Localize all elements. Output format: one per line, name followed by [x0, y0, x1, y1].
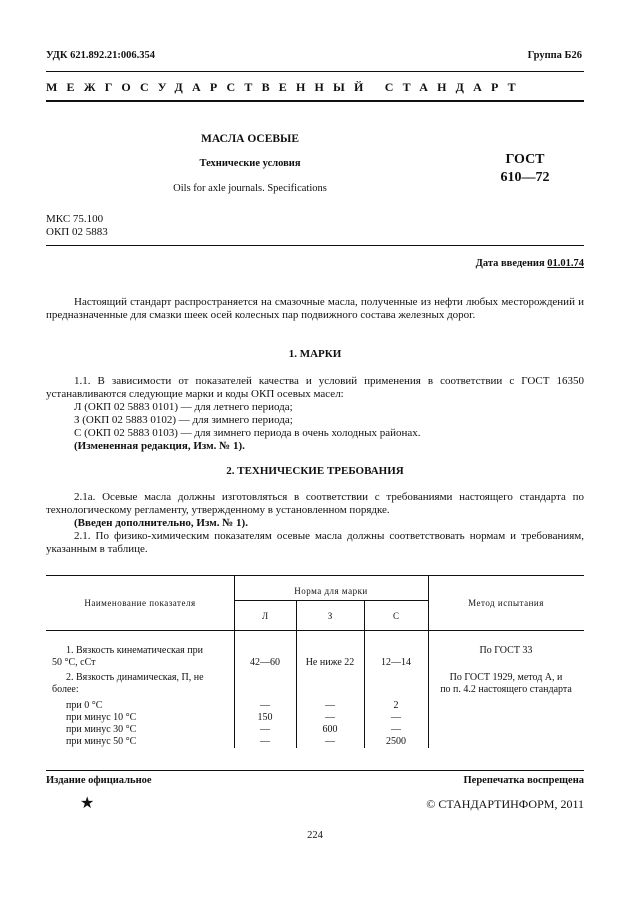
row2-sub-value-z: — — [325, 700, 335, 711]
row2-sub-value-l: 150 — [257, 712, 273, 723]
th-grade-s: С — [392, 611, 399, 621]
intro-date-label: Дата введения — [475, 258, 545, 269]
grade-item-z: З (ОКП 02 5883 0102) — для зимнего периода; — [74, 414, 293, 426]
th-test-method: Метод испытания — [468, 598, 544, 608]
doc-english-title: Oils for axle journals. Specifications — [173, 183, 327, 194]
row2-name-line2: более: — [52, 684, 79, 695]
group-code: Группа Б26 — [527, 50, 582, 61]
th-grade-z: З — [327, 611, 333, 621]
okp-code: ОКП 02 5883 — [46, 226, 108, 238]
row2-sub-value-l: — — [260, 700, 270, 711]
intro-date — [476, 258, 584, 269]
row2-sub-value-s: 2 — [393, 700, 399, 711]
row1-value-l: 42—60 — [250, 657, 280, 668]
codes-rule — [46, 245, 584, 246]
row1-name-line1: 1. Вязкость кинематическая при — [66, 645, 203, 656]
row2-sub-value-l: — — [260, 736, 270, 747]
intro-date-value: 01.01.74 — [547, 258, 584, 269]
official-edition-label: Издание официальное — [46, 775, 152, 786]
header-rule-bottom — [46, 100, 584, 102]
grade-item-l: Л (ОКП 02 5883 0101) — для летнего периода; — [74, 401, 293, 413]
section2-paragraph-2: 2.1. По физико-химическим показателям осевые масла должны соответствовать нормам и требованиям, указанным в таблице. — [46, 530, 584, 555]
section2-heading: 2. ТЕХНИЧЕСКИЕ ТРЕБОВАНИЯ — [226, 465, 404, 477]
grade-item-s: С (ОКП 02 5883 0103) — для зимнего периода в очень холодных районах. — [74, 427, 421, 439]
header-rule-top — [46, 71, 584, 72]
row2-sub-value-s: — — [391, 712, 401, 723]
row2-sub-label: при минус 30 °С — [66, 724, 137, 735]
copyright: © СТАНДАРТИНФОРМ, 2011 — [426, 797, 584, 811]
th-norm: Норма для марки — [294, 586, 368, 596]
section2-paragraph-1: 2.1а. Осевые масла должны изготовляться в соответствии с требованиями настоящего стандарта по технологическому регламенту, утвержденному в установленном порядке. — [46, 491, 584, 516]
standard-band-text: МЕЖГОСУДАРСТВЕННЫЙ СТАНДАРТ — [46, 80, 525, 94]
gost-label: ГОСТ — [505, 152, 545, 167]
row2-sub-label: при 0 °С — [66, 700, 103, 711]
table-norm-subrule — [234, 600, 428, 601]
row2-sub-label: при минус 50 °С — [66, 736, 137, 747]
gost-number: 610—72 — [500, 170, 550, 185]
th-indicator-name: Наименование показателя — [84, 598, 196, 608]
row2-method-line1: По ГОСТ 1929, метод А, и — [449, 672, 563, 683]
row1-value-z: Не ниже 22 — [305, 657, 355, 668]
th-grade-l: Л — [261, 611, 269, 621]
row2-sub-value-s: — — [391, 724, 401, 735]
footer-rule — [46, 770, 584, 771]
intro-paragraph: Настоящий стандарт распространяется на смазочные масла, полученные из нефти любых месторождений и предназначенные для смазки шеек осей колесных пар подвижного состава железных дорог. — [46, 296, 584, 321]
page-number: 224 — [307, 830, 323, 841]
row2-sub-value-z: — — [325, 736, 335, 747]
row2-sub-value-l: — — [260, 724, 270, 735]
table-top-rule — [46, 575, 584, 576]
section1-amendment-note: (Измененная редакция, Изм. № 1). — [74, 440, 245, 452]
row2-sub-value-s: 2500 — [386, 736, 406, 747]
star-icon: ★ — [80, 795, 95, 812]
row1-name-line2: 50 °С, сСт — [52, 657, 96, 668]
standard-band — [46, 80, 606, 95]
row2-sub-value-z: — — [325, 712, 335, 723]
row1-value-s: 12—14 — [381, 657, 411, 668]
section1-heading: 1. МАРКИ — [288, 348, 342, 360]
row1-method: По ГОСТ 33 — [479, 645, 533, 656]
section2-added-note: (Введен дополнительно, Изм. № 1). — [74, 517, 248, 529]
section1-paragraph: 1.1. В зависимости от показателей качества и условий применения в соответствии с ГОСТ 16350 устанавливаются следующие марки и коды ОКП осевых масел: — [46, 375, 584, 400]
doc-subtitle: Технические условия — [199, 158, 301, 169]
udk-code: УДК 621.892.21:006.354 — [46, 50, 155, 61]
mks-code: МКС 75.100 — [46, 213, 104, 225]
reprint-prohibited-label: Перепечатка воспрещена — [463, 775, 584, 786]
table-header-bottom-rule — [46, 630, 584, 631]
row2-name-line1: 2. Вязкость динамическая, П, не — [66, 672, 204, 683]
row2-method-line2: по п. 4.2 настоящего стандарта — [440, 684, 572, 695]
row2-sub-value-z: 600 — [322, 724, 338, 735]
row2-sub-label: при минус 10 °С — [66, 712, 137, 723]
doc-title: МАСЛА ОСЕВЫЕ — [200, 133, 300, 145]
